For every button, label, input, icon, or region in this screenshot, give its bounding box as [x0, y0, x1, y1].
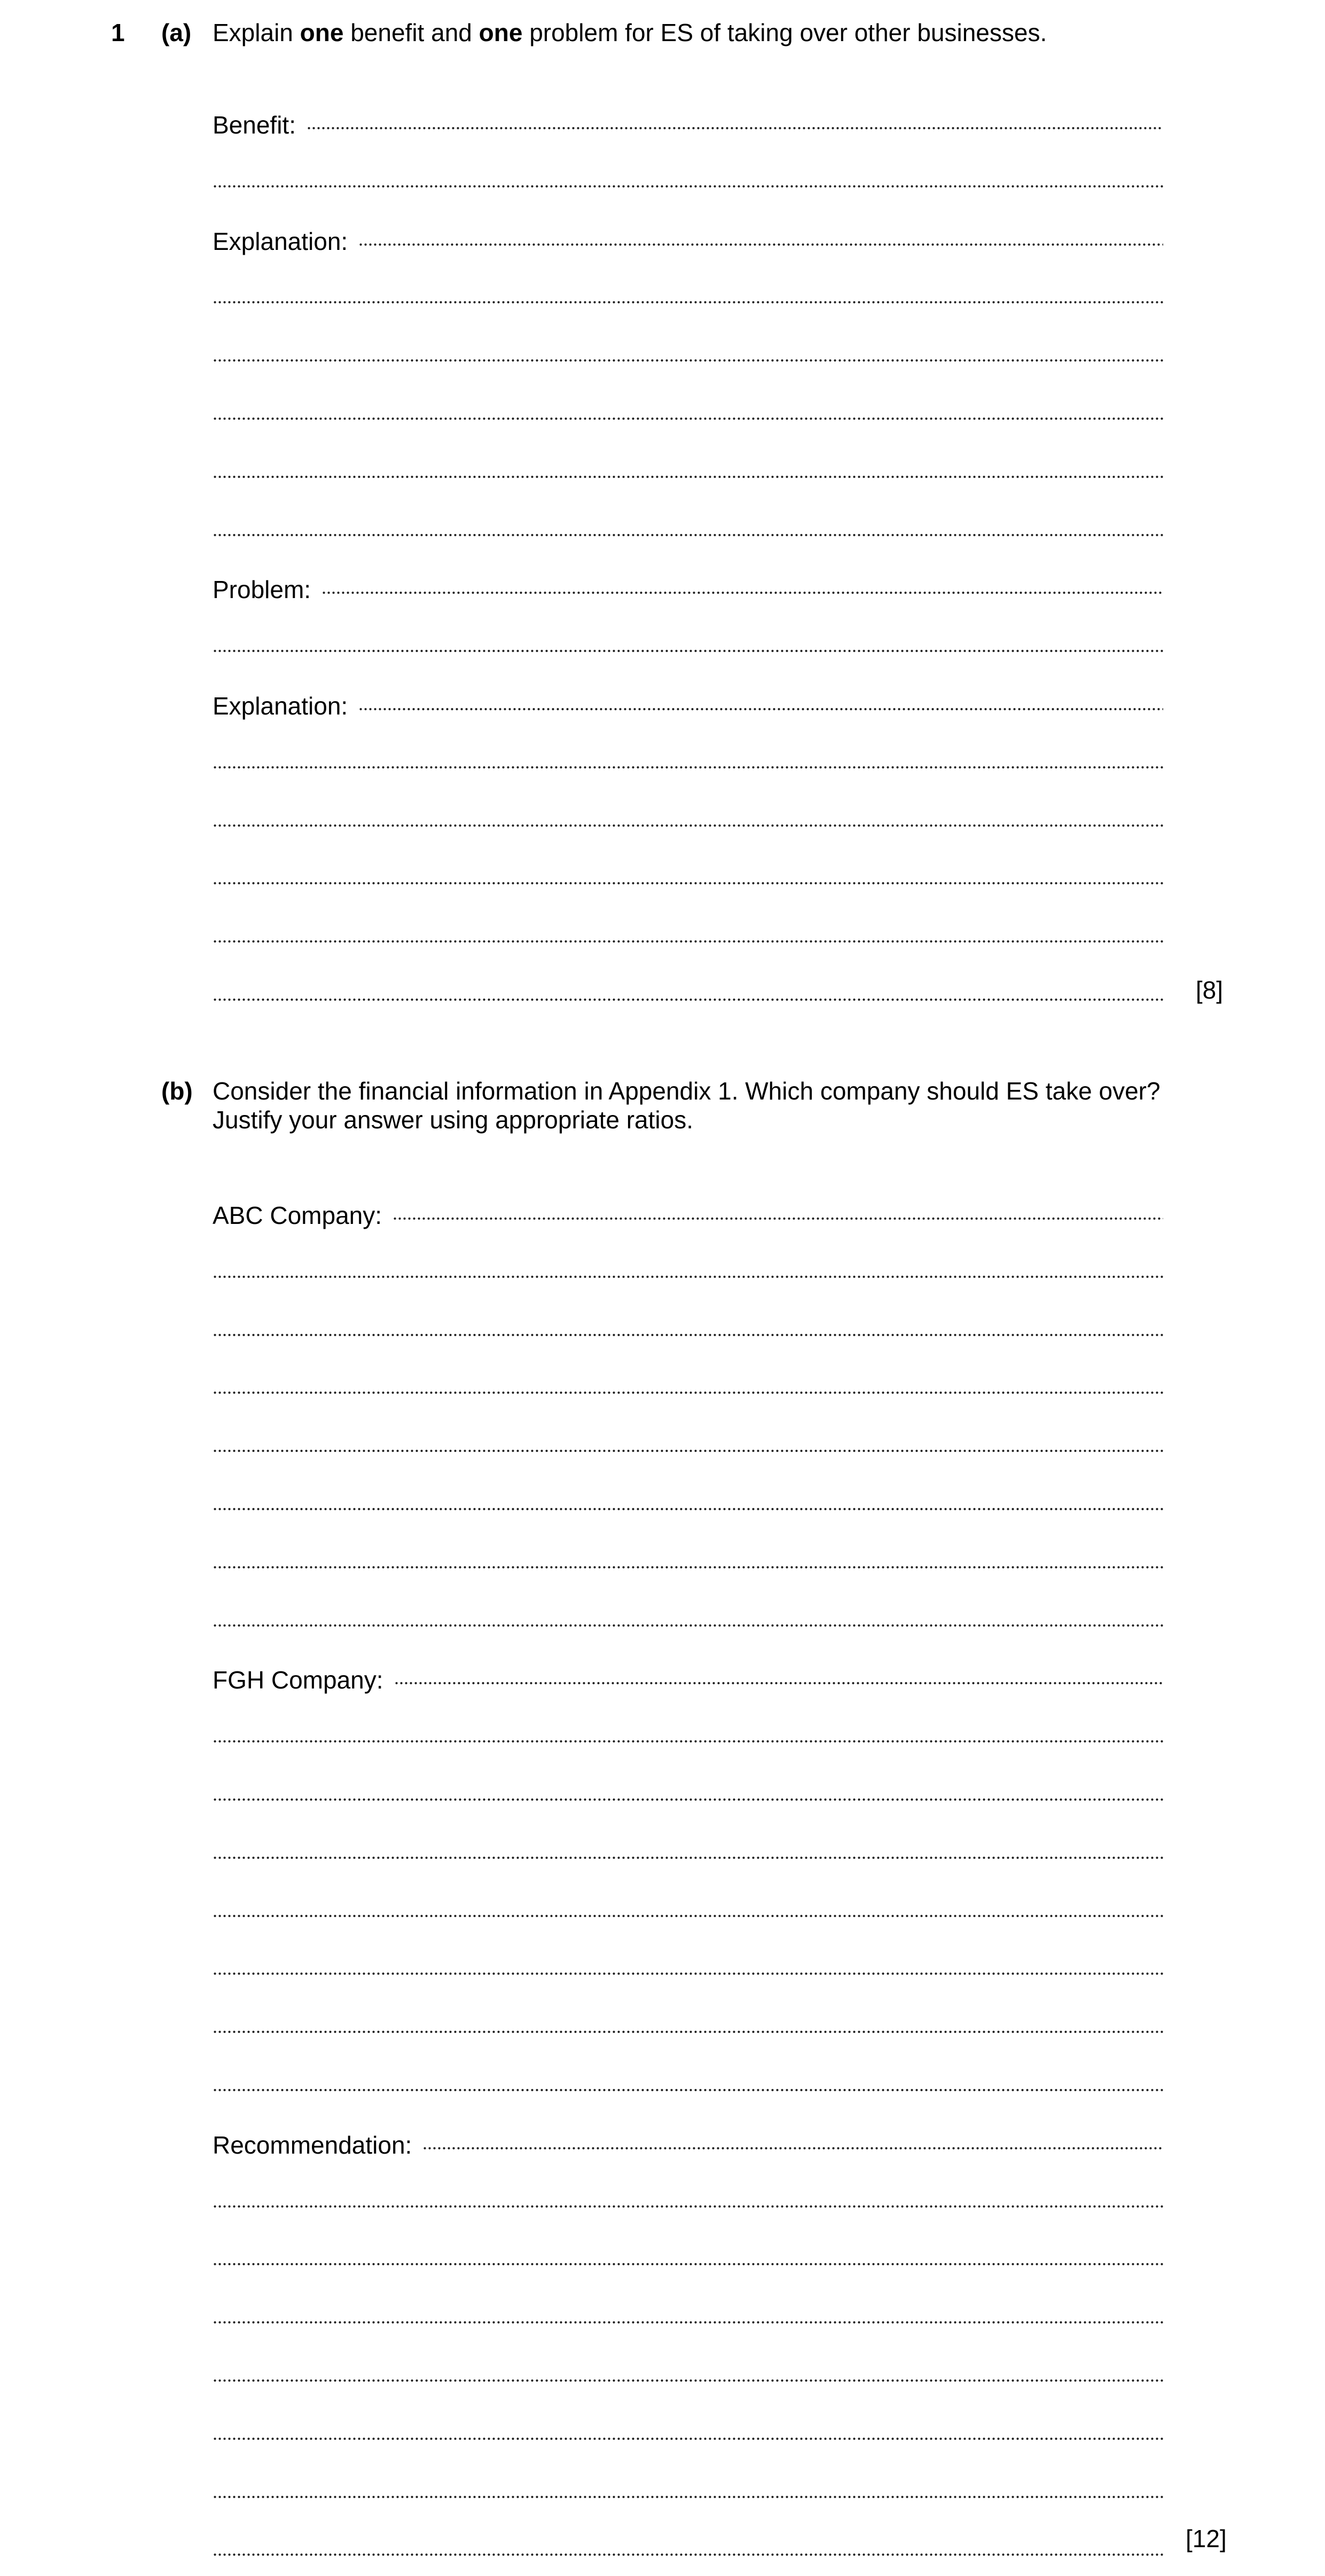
answer-line[interactable]	[213, 105, 1163, 139]
answer-line[interactable]	[213, 802, 1163, 831]
dotted-answer-line[interactable]	[213, 2183, 1163, 2212]
dotted-answer-line[interactable]	[213, 2473, 1163, 2502]
answer-line[interactable]	[213, 1253, 1163, 1282]
answer-line[interactable]	[213, 2067, 1163, 2095]
answer-line[interactable]	[213, 1892, 1163, 1921]
dotted-answer-line[interactable]	[393, 1195, 1163, 1224]
dotted-answer-line[interactable]	[358, 686, 1163, 714]
answer-line[interactable]	[213, 1195, 1163, 1230]
dotted-answer-line[interactable]	[213, 2241, 1163, 2269]
question-number: 1	[111, 19, 125, 46]
answer-line[interactable]	[213, 1427, 1163, 1456]
answer-line[interactable]	[213, 163, 1163, 192]
answer-line-label: Problem:	[213, 576, 311, 604]
answer-line[interactable]	[213, 2241, 1163, 2269]
part-a-label: (a)	[161, 19, 192, 46]
part-b-marks: [12]	[1186, 2525, 1227, 2553]
answer-line[interactable]	[213, 1776, 1163, 1805]
answer-line[interactable]	[213, 1544, 1163, 1573]
dotted-answer-line[interactable]	[213, 802, 1163, 831]
dotted-answer-line[interactable]	[213, 860, 1163, 889]
answer-line[interactable]	[213, 2183, 1163, 2212]
part-b-label: (b)	[161, 1077, 193, 1105]
answer-line[interactable]	[213, 221, 1163, 256]
answer-line[interactable]	[213, 627, 1163, 656]
dotted-answer-line[interactable]	[213, 1892, 1163, 1921]
answer-line-label: Explanation:	[213, 692, 348, 720]
answer-line[interactable]	[213, 2415, 1163, 2444]
dotted-answer-line[interactable]	[213, 1486, 1163, 1514]
answer-line[interactable]	[213, 918, 1163, 947]
dotted-answer-line[interactable]	[213, 744, 1163, 773]
dotted-answer-line[interactable]	[213, 1950, 1163, 1979]
answer-line[interactable]	[213, 1311, 1163, 1340]
answer-line[interactable]	[213, 860, 1163, 889]
answer-line[interactable]	[213, 2299, 1163, 2328]
part-b-question-text: Consider the financial information in Appendix 1. Which company should ES take over? Justify your answer using appropriate ratios.	[213, 1077, 1161, 1134]
answer-line[interactable]	[213, 337, 1163, 366]
answer-line-label: Explanation:	[213, 227, 348, 255]
answer-line[interactable]	[213, 1950, 1163, 1979]
dotted-answer-line[interactable]	[213, 2067, 1163, 2095]
answer-line[interactable]	[213, 2531, 1163, 2560]
dotted-answer-line[interactable]	[358, 221, 1163, 250]
dotted-answer-line[interactable]	[213, 627, 1163, 656]
answer-line[interactable]	[213, 2473, 1163, 2502]
dotted-answer-line[interactable]	[213, 279, 1163, 308]
answer-line[interactable]	[213, 686, 1163, 720]
answer-line[interactable]	[213, 976, 1163, 1005]
answer-line[interactable]	[213, 1718, 1163, 1747]
dotted-answer-line[interactable]	[213, 2415, 1163, 2444]
answer-line-label: Recommendation:	[213, 2131, 412, 2159]
answer-line[interactable]	[213, 1486, 1163, 1514]
dotted-answer-line[interactable]	[213, 2008, 1163, 2037]
answer-line[interactable]	[213, 2008, 1163, 2037]
dotted-answer-line[interactable]	[213, 1311, 1163, 1340]
dotted-answer-line[interactable]	[213, 1544, 1163, 1573]
dotted-answer-line[interactable]	[213, 2531, 1163, 2560]
dotted-answer-line[interactable]	[213, 337, 1163, 366]
dotted-answer-line[interactable]	[213, 1253, 1163, 1282]
answer-line[interactable]	[213, 569, 1163, 604]
dotted-answer-line[interactable]	[307, 105, 1163, 133]
answer-line-label: FGH Company:	[213, 1666, 383, 1694]
answer-line[interactable]	[213, 1602, 1163, 1631]
answer-line[interactable]	[213, 2125, 1163, 2159]
answer-line[interactable]	[213, 1369, 1163, 1398]
dotted-answer-line[interactable]	[213, 2299, 1163, 2328]
dotted-answer-line[interactable]	[213, 453, 1163, 482]
dotted-answer-line[interactable]	[213, 2357, 1163, 2386]
dotted-answer-line[interactable]	[213, 976, 1163, 1005]
dotted-answer-line[interactable]	[213, 163, 1163, 192]
dotted-answer-line[interactable]	[213, 1369, 1163, 1398]
dotted-answer-line[interactable]	[213, 1718, 1163, 1747]
answer-line[interactable]	[213, 279, 1163, 308]
part-a-question-text: Explain one benefit and one problem for ES of taking over other businesses.	[213, 19, 1047, 46]
answer-line-label: ABC Company:	[213, 1201, 382, 1229]
answer-line[interactable]	[213, 744, 1163, 773]
answer-line[interactable]	[213, 453, 1163, 482]
dotted-answer-line[interactable]	[213, 1834, 1163, 1863]
answer-line[interactable]	[213, 2357, 1163, 2386]
answer-line-label: Benefit:	[213, 111, 296, 139]
part-a-marks: [8]	[1195, 976, 1223, 1004]
answer-line[interactable]	[213, 1660, 1163, 1694]
answer-line[interactable]	[213, 1834, 1163, 1863]
answer-line[interactable]	[213, 395, 1163, 424]
dotted-answer-line[interactable]	[394, 1660, 1163, 1688]
answer-line[interactable]	[213, 512, 1163, 540]
dotted-answer-line[interactable]	[213, 512, 1163, 540]
dotted-answer-line[interactable]	[213, 1602, 1163, 1631]
dotted-answer-line[interactable]	[213, 918, 1163, 947]
dotted-answer-line[interactable]	[322, 569, 1163, 598]
dotted-answer-line[interactable]	[213, 1427, 1163, 1456]
dotted-answer-line[interactable]	[422, 2125, 1163, 2154]
dotted-answer-line[interactable]	[213, 1776, 1163, 1805]
dotted-answer-line[interactable]	[213, 395, 1163, 424]
